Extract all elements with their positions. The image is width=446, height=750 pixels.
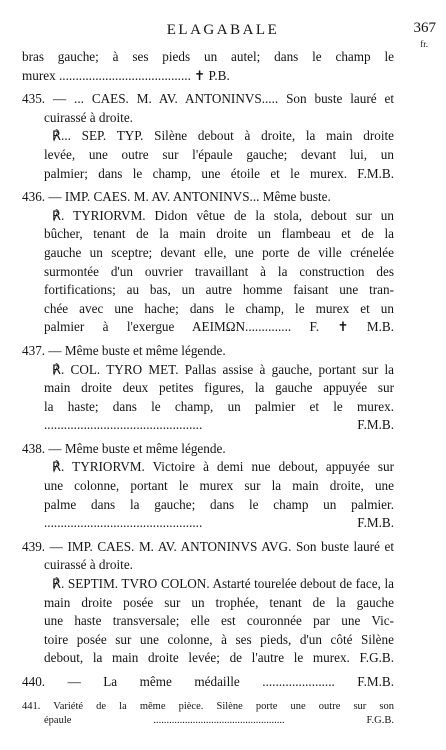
text-line: ................................................ F.M.B. <box>44 515 394 531</box>
obverse-line: 438. — Même buste et même légende. <box>22 440 226 456</box>
reverse-line: ℟... SEP. TYP. Silène debout à droite, la main droite <box>52 128 394 144</box>
entry-434-continued <box>22 48 394 85</box>
text-line: murex ........................................ ✝ P.B. <box>22 67 230 83</box>
entry-440 <box>22 673 394 692</box>
text-line: 441. Variété de la même pièce. Silène porte une outre sur son <box>22 700 394 712</box>
entry-437 <box>22 342 394 435</box>
text-line: chée avec une hache; dans le champ, le murex et un <box>44 300 394 316</box>
obverse-line: 436. — IMP. CAES. M. AV. ANTONINVS... Même buste. <box>22 189 331 205</box>
text-line: main droite posée sur un trophée, tenant de la gauche <box>44 594 394 610</box>
text-line: gauche un sceptre; devant elle, une porte de ville crénelée <box>44 244 394 260</box>
reverse-line: ℟. COL. TYRO MET. Pallas assise à gauche, portant sur la <box>52 361 394 377</box>
text-line: debout, la main droite levée; de l'autre le murex. F.G.B. <box>44 650 394 666</box>
text-line: palme dans la gauche; dans le champ un palmier. <box>44 496 394 512</box>
text-line: bras gauche; à ses pieds un autel; dans le champ le <box>22 49 394 64</box>
running-title: ELAGABALE <box>166 22 280 38</box>
page-number: 367 <box>413 20 436 36</box>
text-line: levée, une outre sur l'épaule gauche; devant lui, un <box>44 146 394 162</box>
entry-435 <box>22 90 394 183</box>
entry-441 <box>22 700 394 728</box>
reverse-line: ℟. TYRIORVM. Didon vêtue de la stola, debout sur un <box>52 207 394 223</box>
entry-438 <box>22 440 394 533</box>
text-line: épaule .................................................. F.G.B. <box>44 714 394 726</box>
text-line: main droite deux petites figures, la gauche appuyée sur <box>44 380 394 396</box>
obverse-line: 435. — ... CAES. M. AV. ANTONINVS..... Son buste lauré et <box>22 91 394 107</box>
text-line: bûcher, tenant de la main droite un flambeau et de la <box>44 226 394 242</box>
text-line: la haste; dans le champ, un palmier et le murex. <box>44 398 394 414</box>
text-line: une colonne, portant le murex sur la main droite, une <box>44 478 394 494</box>
text-line: fortifications; au bas, un autre homme faisant une tran- <box>44 282 394 298</box>
reverse-line: ℟. TYRIORVM. Victoire à demi nue debout, appuyée sur <box>52 459 394 475</box>
text-line: ................................................ F.M.B. <box>44 417 394 433</box>
text-line: palmier; dans le champ, une étoile et le murex. F.M.B. <box>44 165 394 181</box>
catalogue-text <box>22 48 394 728</box>
entry-439 <box>22 538 394 668</box>
text-line: surmontée d'un ouvrier travaillant à la construction des <box>44 263 394 279</box>
text-line: cuirassé à droite. <box>44 557 133 573</box>
text-line: cuirassé à droite. <box>44 109 133 125</box>
entry-436 <box>22 188 394 337</box>
text-line: palmier à l'exergue AEIMΩN.............. F. ✝ M.B. <box>44 319 394 335</box>
page-header <box>0 20 446 49</box>
obverse-line: 437. — Même buste et même légende. <box>22 342 226 358</box>
text-line: toire posée sur une colonne, à ses pieds, d'un côté Silène <box>44 631 394 647</box>
reverse-line: ℟. SEPTIM. TVRO COLON. Astarté tourelée debout de face, la <box>52 576 394 592</box>
page-number-suffix: fr. <box>420 39 428 49</box>
text-line: une haste transversale; elle est couronnée par une Vic- <box>44 613 394 629</box>
obverse-line: 439. — IMP. CAES. M. AV. ANTONINVS AVG. Son buste lauré et <box>22 538 394 554</box>
text-line: 440. — La même médaille ...................... F.M.B. <box>22 674 394 689</box>
